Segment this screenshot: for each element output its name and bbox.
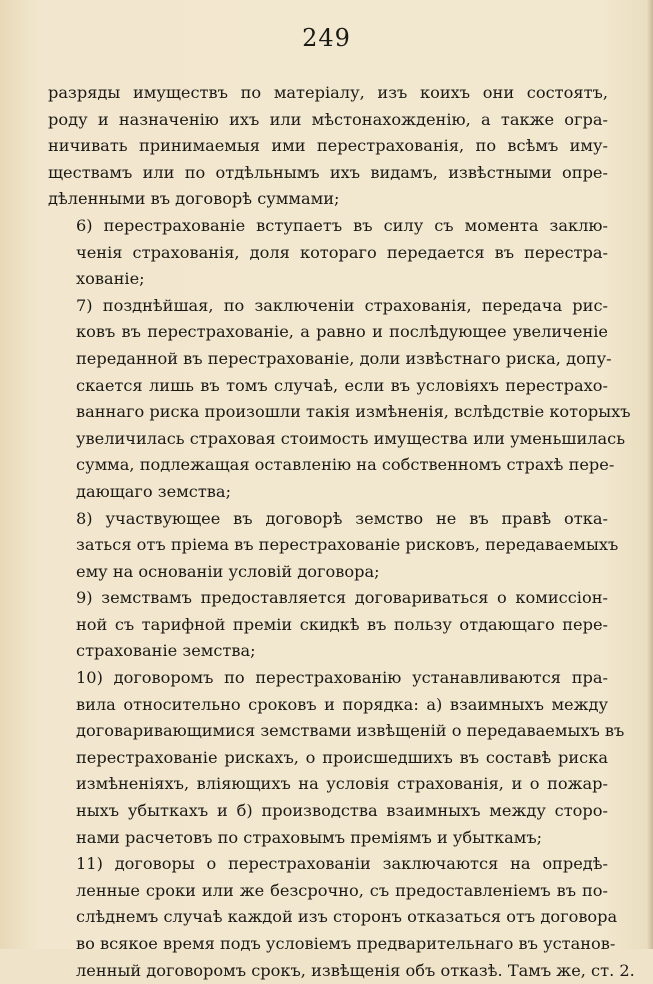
text-line: ной съ тарифной преміи скидкѣ въ пользу отдающаго пере- <box>76 614 608 634</box>
text-line: дающаго земства; <box>76 481 232 501</box>
text-line: измѣненіяхъ, вліяющихъ на условія страхованія, и о пожар- <box>76 774 608 794</box>
text-line: ленный договоромъ срокъ, извѣщенія объ отказѣ. Тамъ же, ст. 2. <box>76 960 635 980</box>
paragraph <box>48 851 635 984</box>
text-line: страхованіе земства; <box>76 641 256 661</box>
text-line: ковъ въ перестрахованіе, а равно и послѣдующее увеличеніе <box>76 322 608 342</box>
text-line: 7) позднѣйшая, по заключеніи страхованія, передача рис- <box>76 295 608 315</box>
text-line: ществамъ или по отдѣльнымъ ихъ видамъ, извѣстными опре- <box>48 162 608 182</box>
text-line: перестрахованіе рискахъ, о происшедшихъ въ составѣ риска <box>76 747 608 767</box>
page-text <box>48 80 635 984</box>
text-line: скается лишь въ томъ случаѣ, если въ условіяхъ перестрахо- <box>76 375 608 395</box>
paragraph <box>48 506 619 586</box>
text-line: переданной въ перестрахованіе, доли извѣстнаго риска, допу- <box>76 348 612 368</box>
paragraph <box>48 293 631 506</box>
text-line: ему на основаніи условій договора; <box>76 561 380 581</box>
text-line: увеличилась страховая стоимость имущества или уменьшилась <box>76 428 626 448</box>
text-line: слѣднемъ случаѣ каждой изъ сторонъ отказаться отъ договора <box>76 907 618 927</box>
text-line: договаривающимися земствами извѣщеній о передаваемыхъ въ <box>76 721 625 741</box>
page-edge-shadow <box>647 0 653 949</box>
text-line: 8) участвующее въ договорѣ земство не въ правѣ отка- <box>76 508 608 528</box>
page-number: 249 <box>302 24 351 52</box>
text-line: 11) договоры о перестрахованіи заключаются на опредѣ- <box>76 854 608 874</box>
text-line: ныхъ убыткахъ и б) производства взаимныхъ между сторо- <box>76 801 608 821</box>
text-line: нами расчетовъ по страховымъ преміямъ и убыткамъ; <box>76 827 543 847</box>
paragraph <box>48 80 608 213</box>
text-line: роду и назначенію ихъ или мѣстонахожденію, а также огра- <box>48 109 608 129</box>
text-line: разряды имуществъ по матеріалу, изъ коихъ они состоятъ, <box>48 83 608 102</box>
text-line: хованіе; <box>76 269 145 289</box>
text-line: сумма, подлежащая оставленію на собственномъ страхѣ пере- <box>76 455 615 475</box>
paragraph <box>48 213 608 293</box>
paragraph <box>48 665 625 851</box>
text-line: ленные сроки или же безсрочно, съ предоставленіемъ въ по- <box>76 880 608 900</box>
text-line: вила относительно сроковъ и порядка: а) взаимныхъ между <box>76 694 608 714</box>
text-line: ничивать принимаемыя ими перестрахованія, по всѣмъ иму- <box>48 136 608 156</box>
text-line: дѣленными въ договорѣ суммами; <box>48 189 340 209</box>
paragraph <box>48 585 608 665</box>
text-line: 6) перестрахованіе вступаетъ въ силу съ момента заклю- <box>76 215 608 235</box>
text-line: 10) договоромъ по перестрахованію устанавливаются пра- <box>76 668 608 688</box>
text-line: 9) земствамъ предоставляется договариваться о комиссіон- <box>76 588 608 608</box>
text-line: заться отъ пріема въ перестрахованіе рисковъ, передаваемыхъ <box>76 535 619 555</box>
text-line: ченія страхованія, доля котораго передается въ перестра- <box>76 242 608 262</box>
text-line: во всякое время подъ условіемъ предварительнаго въ установ- <box>76 934 616 953</box>
text-line: ваннаго риска произошли такія измѣненія, вслѣдствіе которыхъ <box>76 402 631 422</box>
